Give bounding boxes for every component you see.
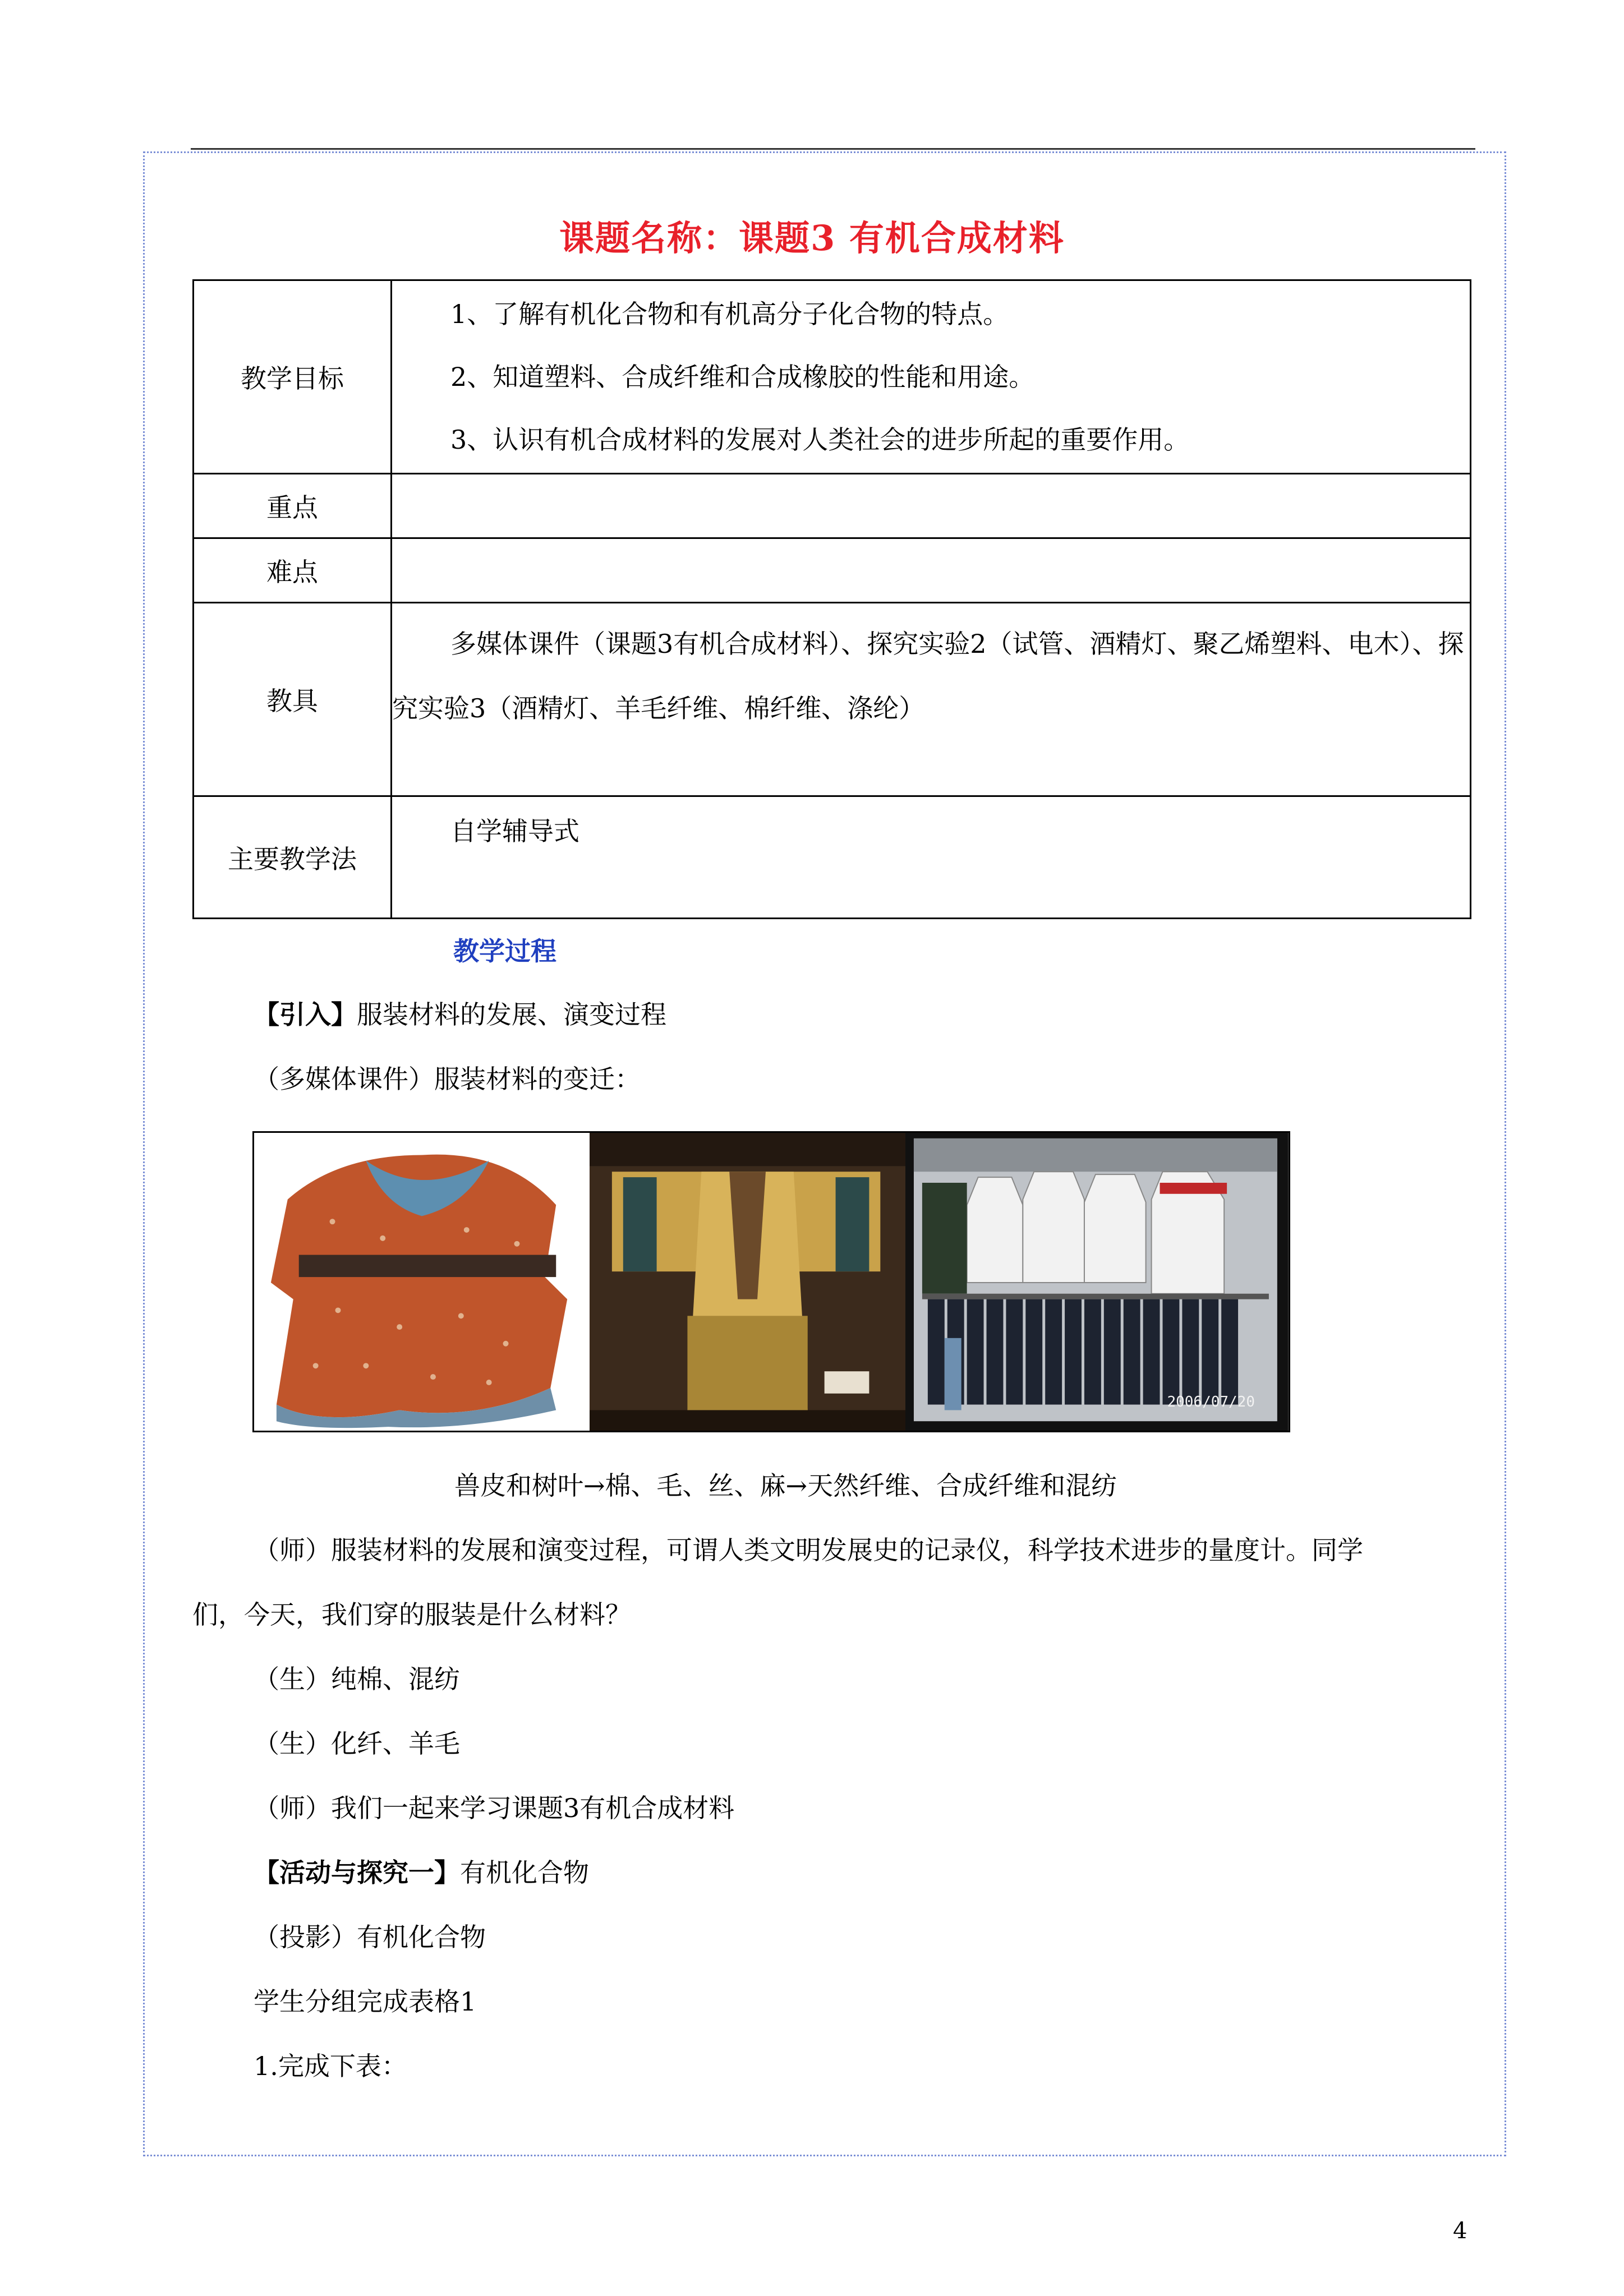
modern-clothing-image	[905, 1133, 1289, 1431]
ancient-robe-image	[590, 1133, 905, 1431]
intro-text: 服装材料的发展、演变过程	[357, 999, 666, 1030]
teacher-line-1a: （师）服装材料的发展和演变过程，可谓人类文明发展史的记录仪，科学技术进步的量度计。同学	[254, 1535, 1363, 1565]
intro-tag: 【引入】	[254, 999, 357, 1030]
tools-content	[392, 603, 1471, 796]
method-label: 主要教学法	[194, 796, 392, 919]
key-label: 重点	[194, 474, 392, 538]
page-number: 4	[1453, 2218, 1467, 2244]
goal-item: 1、了解有机化合物和有机高分子化合物的特点。	[450, 299, 1009, 329]
materials-caption: 兽皮和树叶→棉、毛、丝、麻→天然纤维、合成纤维和混纺	[454, 1470, 1117, 1501]
modern-clothing-photo	[905, 1133, 1289, 1431]
difficulty-row	[194, 538, 1471, 603]
teacher-line-1b: 们，今天，我们穿的服装是什么材料？	[192, 1599, 631, 1630]
activity-tag: 【活动与探究一】	[254, 1857, 460, 1888]
difficulty-value	[392, 538, 1471, 603]
group-task-line: 学生分组完成表格1	[254, 1986, 477, 2017]
goal-item: 3、认识有机合成材料的发展对人类社会的进步所起的重要作用。	[450, 425, 1190, 455]
lesson-title: 课题名称：课题3 有机合成材料	[559, 218, 1065, 259]
projection-line: （投影）有机化合物	[254, 1922, 486, 1952]
activity-text: 有机化合物	[460, 1857, 589, 1888]
teacher-line-2: （师）我们一起来学习课题3有机合成材料	[254, 1793, 735, 1823]
animal-hide-image	[254, 1133, 590, 1431]
intro-line	[254, 994, 666, 1031]
animal-hide-photo	[254, 1133, 590, 1431]
goals-row	[194, 280, 1471, 474]
method-content	[392, 796, 1471, 919]
tools-value: 多媒体课件（课题3有机合成材料）、探究实验2（试管、酒精灯、聚乙烯塑料、电木）、探究实验3（酒精灯、羊毛纤维、棉纤维、涤纶）	[392, 629, 1464, 723]
difficulty-label: 难点	[194, 538, 392, 603]
method-row	[194, 796, 1471, 919]
activity-line	[254, 1852, 589, 1889]
student-answer-1: （生）纯棉、混纺	[254, 1664, 460, 1694]
goals-label: 教学目标	[194, 280, 392, 474]
process-heading: 教学过程	[453, 936, 556, 966]
method-value: 自学辅导式	[450, 816, 579, 846]
key-row	[194, 474, 1471, 538]
media-line: （多媒体课件）服装材料的变迁：	[254, 1064, 641, 1094]
photo-date-stamp: 2006/07/20	[1167, 1394, 1255, 1410]
goal-item: 2、知道塑料、合成纤维和合成橡胶的性能和用途。	[450, 362, 1035, 392]
goals-content	[392, 280, 1471, 474]
header-rule	[191, 148, 1475, 150]
clothing-photo-strip	[252, 1131, 1290, 1432]
tools-label: 教具	[194, 603, 392, 796]
ancient-robe-photo	[590, 1133, 905, 1431]
lesson-info-table	[192, 279, 1471, 919]
key-value	[392, 474, 1471, 538]
student-answer-2: （生）化纤、羊毛	[254, 1728, 460, 1759]
exercise-line: 1.完成下表：	[254, 2051, 407, 2081]
tools-row	[194, 603, 1471, 796]
